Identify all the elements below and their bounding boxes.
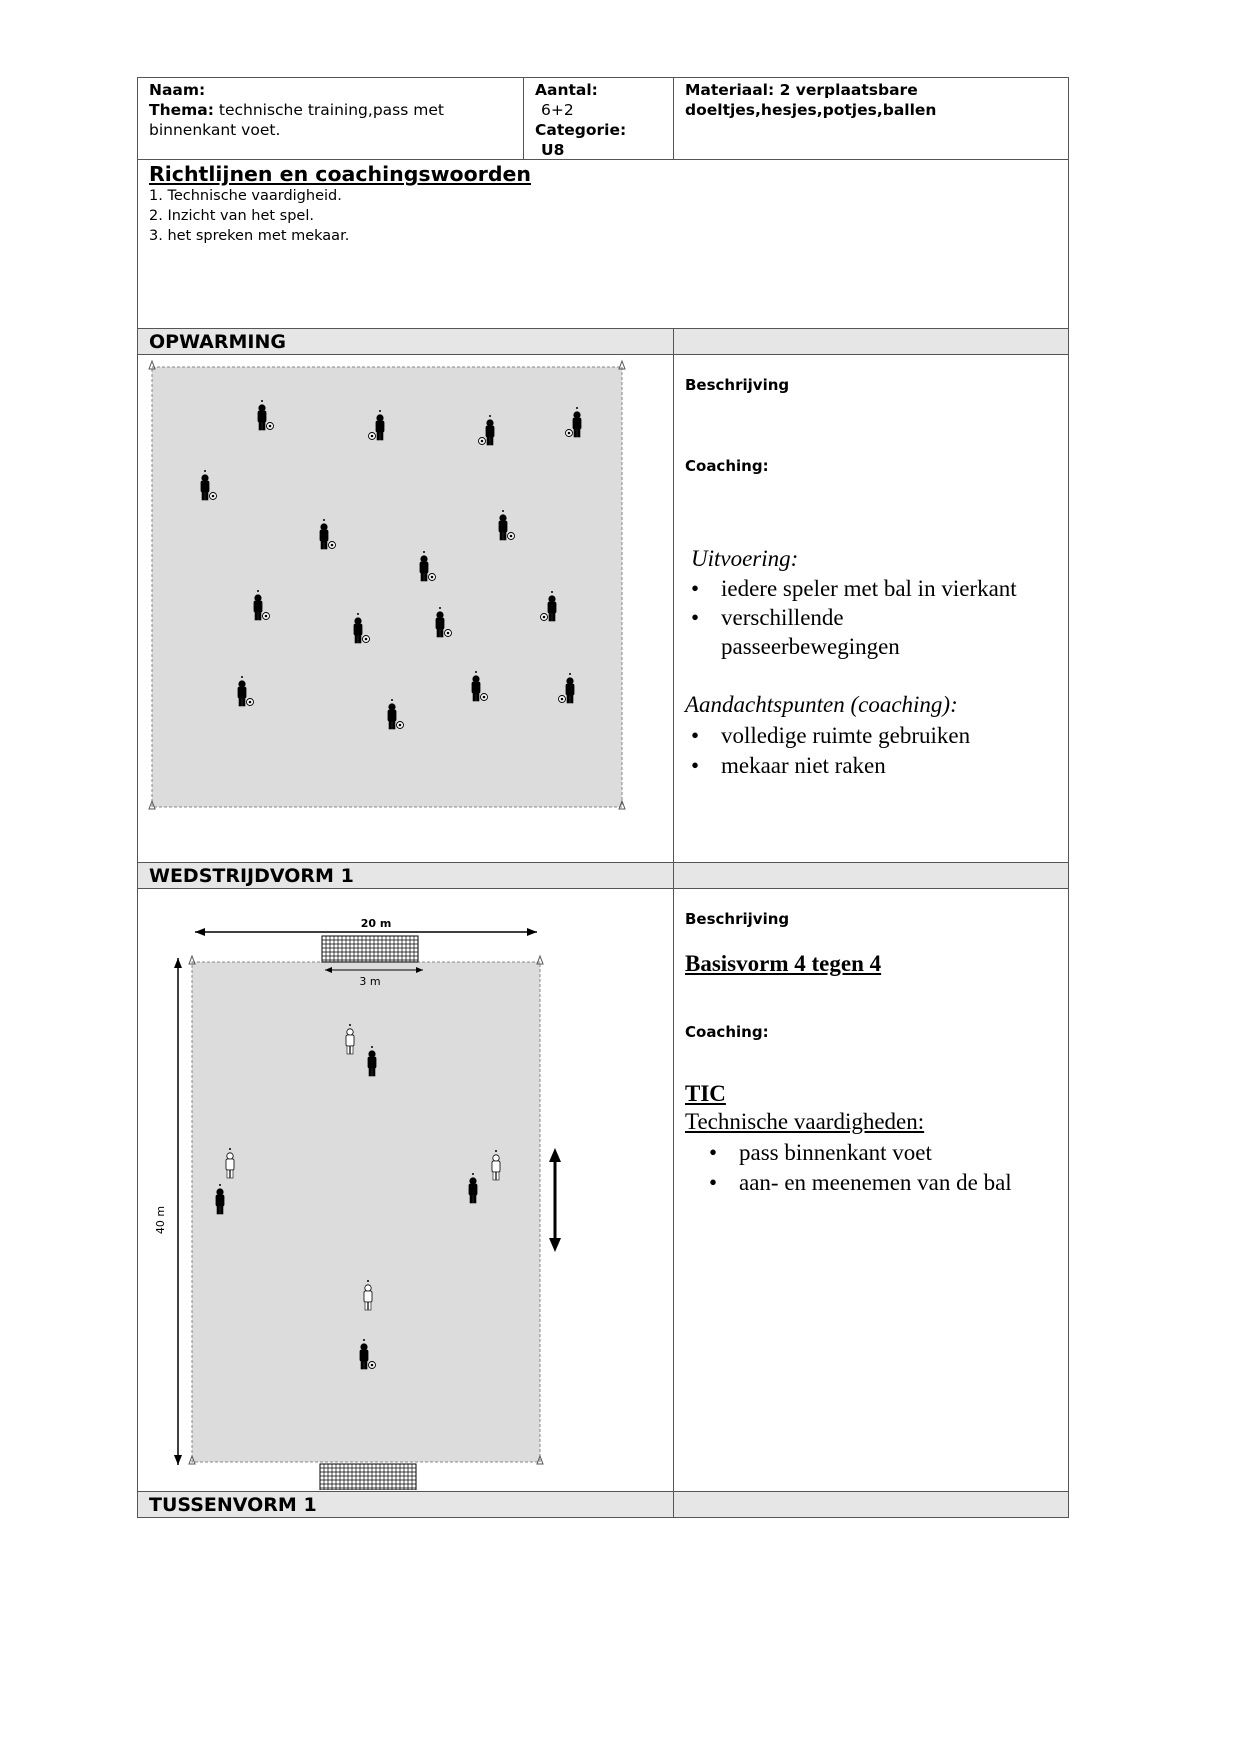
ball-icon (247, 699, 254, 706)
ball-icon (263, 613, 270, 620)
aantal-value: 6+2 (541, 101, 574, 119)
technische-vaardigheden-title: Technische vaardigheden: (685, 1109, 925, 1134)
basisvorm-title: Basisvorm 4 tegen 4 (685, 951, 882, 976)
richtlijnen-item: 2. Inzicht van het spel. (149, 208, 314, 224)
uitvoering-list (685, 574, 1075, 661)
arrow-head-icon (174, 1455, 182, 1465)
uitvoering-title: Uitvoering: (691, 546, 799, 571)
table-border-bottom (137, 1517, 1068, 1518)
technische-item: • aan- en meenemen van de bal (703, 1168, 1073, 1198)
categorie-value: U8 (541, 141, 565, 159)
ball-icon (445, 630, 452, 637)
coaching-label: Coaching: (685, 457, 769, 475)
materiaal-value: 2 verplaatsbare doeltjes,hesjes,potjes,ballen (685, 81, 937, 119)
tussenvorm-title: TUSSENVORM 1 (149, 1494, 317, 1516)
practice-area (152, 367, 622, 807)
table-divider-vertical (673, 328, 674, 354)
table-divider-vertical (523, 77, 524, 160)
opwarming-diagram (140, 355, 670, 815)
richtlijnen-section (149, 162, 1049, 246)
categorie-label: Categorie: (535, 121, 627, 139)
ball-icon (397, 722, 404, 729)
pitch (192, 962, 540, 1462)
table-divider-vertical (673, 328, 674, 1518)
uitvoering-item: • iedere speler met bal in vierkant (685, 574, 1075, 603)
table-border-top (137, 77, 1068, 78)
ball-icon (481, 694, 488, 701)
beschrijving-label: Beschrijving (685, 910, 790, 928)
ball-icon (329, 542, 336, 549)
aandachtspunten-list (685, 721, 1075, 781)
table-border-left (137, 77, 138, 1518)
aantal-cell (535, 80, 670, 160)
naam-label: Naam: (149, 81, 206, 99)
arrow-head-icon (527, 928, 537, 936)
beschrijving-label: Beschrijving (685, 376, 790, 394)
arrow-head-icon (195, 928, 205, 936)
opwarming-title: OPWARMING (149, 331, 286, 353)
richtlijnen-item: 1. Technische vaardigheid. (149, 188, 342, 204)
aandachtspunten-title: Aandachtspunten (coaching): (685, 692, 958, 717)
aandachtspunten-item: • mekaar niet raken (685, 751, 1075, 781)
ball-icon (429, 574, 436, 581)
length-label: 40 m (154, 1205, 167, 1235)
thema-value: technische training,pass met binnenkant voet. (149, 101, 444, 139)
wedstrijdvorm-diagram (140, 890, 670, 1490)
richtlijnen-item: 3. het spreken met mekaar. (149, 228, 350, 244)
table-divider-vertical (673, 862, 674, 888)
arrow-head-icon (549, 1238, 561, 1252)
ball-icon (566, 430, 573, 437)
ball-icon (369, 1362, 376, 1369)
ball-icon (369, 433, 376, 440)
table-border-right (1068, 77, 1069, 1518)
table-divider-vertical (673, 77, 674, 160)
naam-thema-cell (149, 80, 519, 140)
thema-label: Thema: (149, 101, 214, 119)
ball-icon (479, 438, 486, 445)
arrow-head-icon (174, 958, 182, 968)
richtlijnen-title: Richtlijnen en coachingswoorden (149, 162, 532, 186)
coaching-label: Coaching: (685, 1023, 769, 1041)
materiaal-cell (685, 80, 1025, 120)
wedstrijdvorm-title: WEDSTRIJDVORM 1 (149, 865, 354, 887)
technische-list (703, 1138, 1073, 1198)
table-divider-vertical (673, 1491, 674, 1517)
aandachtspunten-item: • volledige ruimte gebruiken (685, 721, 1075, 751)
uitvoering-item: • verschillende passeerbewegingen (685, 603, 921, 661)
technische-item: • pass binnenkant voet (703, 1138, 1073, 1168)
ball-icon (210, 493, 217, 500)
goal-width-label: 3 m (359, 975, 381, 988)
ball-icon (559, 696, 566, 703)
width-label: 20 m (360, 917, 392, 930)
ball-icon (363, 636, 370, 643)
tic-title: TIC (685, 1081, 726, 1106)
arrow-head-icon (549, 1148, 561, 1162)
aantal-label: Aantal: (535, 81, 598, 99)
materiaal-label: Materiaal: (685, 81, 775, 99)
table-divider (137, 888, 1068, 889)
ball-icon (508, 533, 515, 540)
ball-icon (267, 423, 274, 430)
ball-icon (541, 614, 548, 621)
